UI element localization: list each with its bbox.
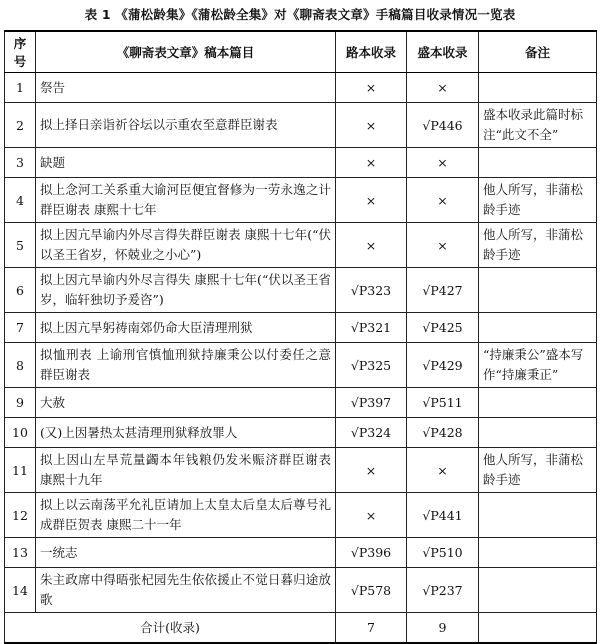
- row-index: 10: [5, 418, 36, 448]
- row-index: 7: [5, 313, 36, 343]
- row-lu: ×: [336, 148, 407, 178]
- row-note: 他人所写，非蒲松龄手迹: [479, 178, 597, 223]
- row-lu: √P325: [336, 343, 407, 388]
- row-note: [479, 568, 597, 613]
- row-title: 祭告: [36, 73, 336, 103]
- total-lu: 7: [336, 613, 407, 643]
- row-index: 13: [5, 538, 36, 568]
- row-lu: ×: [336, 448, 407, 493]
- row-index: 11: [5, 448, 36, 493]
- row-index: 6: [5, 268, 36, 313]
- row-index: 9: [5, 388, 36, 418]
- row-lu: ×: [336, 73, 407, 103]
- table-row: [5, 568, 597, 613]
- total-label: 合计(收录): [5, 613, 336, 643]
- row-title: 拟上以云南荡平允礼臣请加上太皇太后皇太后尊号礼成群臣贺表 康熙二十一年: [36, 493, 336, 538]
- row-note: [479, 268, 597, 313]
- table-row: [5, 223, 597, 268]
- row-title: 拟上因亢旱谕内外尽言得失 康熙十七年(“伏以圣王省岁，临轩独切予爰咨”): [36, 268, 336, 313]
- table-row: [5, 313, 597, 343]
- row-title: 拟上择日亲诣祈谷坛以示重农至意群臣谢表: [36, 103, 336, 148]
- row-lu: √P578: [336, 568, 407, 613]
- row-lu: √P321: [336, 313, 407, 343]
- row-index: 5: [5, 223, 36, 268]
- row-lu: ×: [336, 493, 407, 538]
- row-sheng: ×: [407, 223, 479, 268]
- header-title: 《聊斋表文章》稿本篇目: [36, 31, 336, 73]
- row-lu: ×: [336, 178, 407, 223]
- row-sheng: √P428: [407, 418, 479, 448]
- row-note: [479, 493, 597, 538]
- row-title: 缺题: [36, 148, 336, 178]
- row-index: 1: [5, 73, 36, 103]
- table-row: [5, 448, 597, 493]
- row-title: 拟上因亢旱躬祷南郊仍命大臣清理刑狱: [36, 313, 336, 343]
- table-row: [5, 103, 597, 148]
- row-lu: √P323: [336, 268, 407, 313]
- row-sheng: ×: [407, 148, 479, 178]
- table-row: [5, 388, 597, 418]
- table-caption: 表 1 《蒲松龄集》《蒲松龄全集》对《聊斋表文章》手稿篇目收录情况一览表: [84, 7, 516, 22]
- table-row: [5, 178, 597, 223]
- row-note: “持廉秉公”盛本写作“持廉秉正”: [479, 343, 597, 388]
- row-lu: √P324: [336, 418, 407, 448]
- row-note: [479, 538, 597, 568]
- row-note: [479, 73, 597, 103]
- row-sheng: ×: [407, 73, 479, 103]
- row-title: 拟上因山左旱荒量蠲本年钱粮仍发米赈济群臣谢表 康熙十九年: [36, 448, 336, 493]
- row-sheng: √P441: [407, 493, 479, 538]
- row-sheng: √P427: [407, 268, 479, 313]
- table-row: [5, 538, 597, 568]
- table-row: [5, 148, 597, 178]
- row-lu: √P397: [336, 388, 407, 418]
- row-lu: ×: [336, 223, 407, 268]
- row-lu: ×: [336, 103, 407, 148]
- row-sheng: ×: [407, 448, 479, 493]
- row-index: 3: [5, 148, 36, 178]
- header-lu: 路本收录: [336, 31, 407, 73]
- header-row: [5, 31, 597, 73]
- row-title: (又)上因暑热太甚清理刑狱释放罪人: [36, 418, 336, 448]
- row-sheng: √P511: [407, 388, 479, 418]
- row-sheng: √P510: [407, 538, 479, 568]
- table-row: [5, 418, 597, 448]
- row-sheng: √P446: [407, 103, 479, 148]
- row-sheng: √P429: [407, 343, 479, 388]
- row-note: [479, 388, 597, 418]
- header-sheng: 盛本收录: [407, 31, 479, 73]
- table-row: [5, 343, 597, 388]
- total-row: [5, 613, 597, 643]
- row-sheng: √P425: [407, 313, 479, 343]
- table-row: [5, 268, 597, 313]
- row-note: [479, 148, 597, 178]
- row-note: 他人所写，非蒲松龄手迹: [479, 223, 597, 268]
- row-title: 朱主政席中得晤张杞园先生依依援止不觉日暮归途放歌: [36, 568, 336, 613]
- header-note: 备注: [479, 31, 597, 73]
- row-index: 14: [5, 568, 36, 613]
- row-note: 盛本收录此篇时标注“此文不全”: [479, 103, 597, 148]
- row-sheng: √P237: [407, 568, 479, 613]
- total-note: [479, 613, 597, 643]
- row-title: 拟上念河工关系重大谕河臣便宜督修为一劳永逸之计群臣谢表 康熙十七年: [36, 178, 336, 223]
- row-title: 一统志: [36, 538, 336, 568]
- table-row: [5, 73, 597, 103]
- row-index: 4: [5, 178, 36, 223]
- catalog-table: [4, 30, 597, 644]
- row-note: [479, 418, 597, 448]
- row-title: 拟恤刑表 上谕刑官慎恤刑狱持廉秉公以付委任之意群臣谢表: [36, 343, 336, 388]
- row-lu: √P396: [336, 538, 407, 568]
- row-sheng: ×: [407, 178, 479, 223]
- row-note: 他人所写，非蒲松龄手迹: [479, 448, 597, 493]
- row-title: 拟上因亢旱谕内外尽言得失群臣谢表 康熙十七年(“伏以圣王省岁，怀兢业之小心”): [36, 223, 336, 268]
- table-row: [5, 493, 597, 538]
- row-note: [479, 313, 597, 343]
- row-title: 大赦: [36, 388, 336, 418]
- total-sheng: 9: [407, 613, 479, 643]
- row-index: 2: [5, 103, 36, 148]
- row-index: 12: [5, 493, 36, 538]
- row-index: 8: [5, 343, 36, 388]
- header-idx: 序号: [5, 31, 36, 73]
